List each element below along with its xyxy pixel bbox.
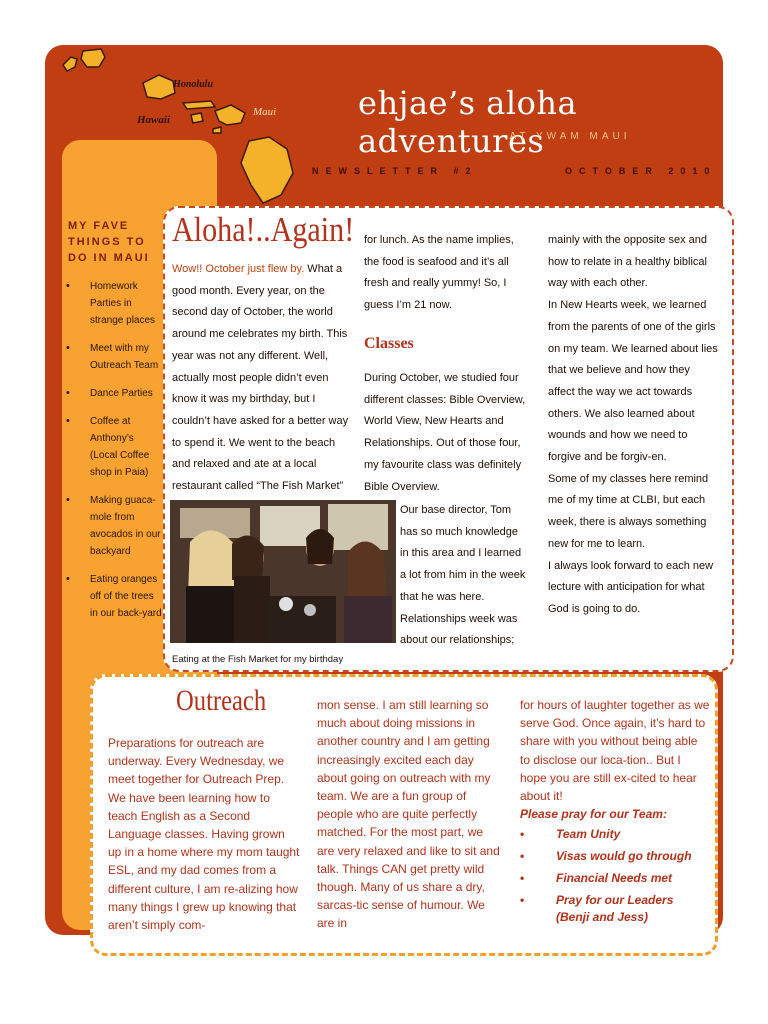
sidebar-item: • Homework Parties in strange places (66, 278, 162, 329)
article-column-2-top: for lunch. As the name implies, the food is seafood and it’s all fresh and really yummy! So, I guess I’m 21 now. (364, 234, 514, 312)
island-kauai (63, 57, 77, 71)
article-column-3 (548, 230, 718, 621)
sidebar-list (66, 278, 162, 633)
article-col3-paragraph: In New Hearts week, we learned from the parents of one of the girls on my team. We learned about lies that we believe and how they affect the way we act towards others. We also learned about wounds and how we need to forgive and be forgiv-en. (548, 299, 718, 464)
outreach-column-1: Preparations for outreach are underway. Every Wednesday, we meet together for Outreach Prep. We have been learning how to teach English as a Second Language classes. Having grown up in a home where my mom taught ESL, and my dad comes from a different culture, I am re-alizing how many things I grew up knowing that aren’t simply com- (108, 736, 300, 933)
outreach-col3-text: for hours of laughter together as we serve God. Once again, it’s hard to share with you without being able to disclose our loca-tion.. But I hope you are still ex-cited to hear about it! (520, 698, 710, 804)
sidebar-item: • Coffee at Anthony’s (Local Coffee shop in Paia) (66, 413, 162, 481)
map-label-hawaii: Hawaii (137, 114, 171, 126)
newsletter-subtitle: AT YWAM MAUI (509, 131, 631, 142)
prayer-item: • Pray for our Leaders (Benji and Jess) (520, 892, 710, 926)
article-column-2-bottom: Our base director, Tom has so much knowledge in this area and I learned a lot from him in the week that he was here. Relationships week was about our relationships; (400, 504, 526, 647)
outreach-column-3 (520, 696, 710, 931)
article-col3-paragraph: Some of my classes here remind me of my time at CLBI, but each week, there is always something new for me to learn. (548, 472, 709, 550)
sidebar-item: • Meet with my Outreach Team (66, 340, 162, 374)
map-label-honolulu: Honolulu (173, 79, 214, 90)
photo-caption: Eating at the Fish Market for my birthday (172, 654, 344, 665)
island-big-island (241, 137, 293, 203)
article-heading: Aloha!..Again! (172, 210, 355, 249)
classes-heading: Classes (364, 335, 414, 352)
article-column-2-classes: During October, we studied four different classes: Bible Overview, World View, New Hearts and Relationships. Out of those four, my favourite class was definitely Bible Overview. (364, 372, 526, 493)
outreach-heading: Outreach (176, 684, 267, 717)
map-label-maui: Maui (253, 106, 277, 118)
article-lead: Wow!! October just flew by. (172, 263, 305, 275)
prayer-item: • Team Unity (520, 826, 710, 843)
article-col3-paragraph: mainly with the opposite sex and how to relate in a healthy biblical way with each other. (548, 234, 707, 290)
sidebar-heading: MY FAVE THINGS TO DO IN MAUI (68, 220, 150, 264)
article-col1-text: What a good month. Every year, on the second day of October, the world around me celebrates my birth. This year was not any different. Well, actually most people didn’t even know it was my birthday, but I couldn’t have asked for a better way to spend it. We went to the beach and relaxed and ate at a local restaurant called “The Fish Market” (172, 263, 349, 493)
prayer-item: • Financial Needs met (520, 870, 710, 887)
prayer-heading: Please pray for our Team: (520, 807, 667, 822)
island-oahu (143, 75, 175, 99)
sidebar-item: • Dance Parties (66, 385, 162, 402)
newsletter-title: ehjae’s aloha adventures (358, 84, 578, 160)
outreach-column-2: mon sense. I am still learning so much about doing missions in another country and I am getting increasingly excited each day about going on outreach with my team. We are a fun group of people who are quite perfectly matched. For the most part, we are very relaxed and like to sit and talk. Things CAN get pretty wild though. Many of us share a dry, sarcas-tic sense of humour. We are in (317, 698, 500, 931)
article-column-1 (172, 259, 355, 498)
prayer-list (520, 826, 710, 926)
sidebar-item: • Making guaca-mole from avocados in our backyard (66, 492, 162, 560)
island-lanai (191, 113, 203, 123)
newsletter-date: OCTOBER 2010 (565, 166, 717, 176)
newsletter-number: NEWSLETTER #2 (312, 166, 478, 176)
birthday-photo (170, 500, 396, 643)
island-kahoolawe (213, 127, 221, 133)
sidebar-item: • Eating oranges off of the trees in our back-yard (66, 571, 162, 622)
island-niihau (81, 49, 105, 67)
article-col3-paragraph: I always look forward to each new lecture with anticipation for what God is going to do. (548, 559, 714, 615)
island-molokai (183, 101, 215, 109)
prayer-item: • Visas would go through (520, 848, 710, 865)
island-maui (215, 105, 245, 125)
